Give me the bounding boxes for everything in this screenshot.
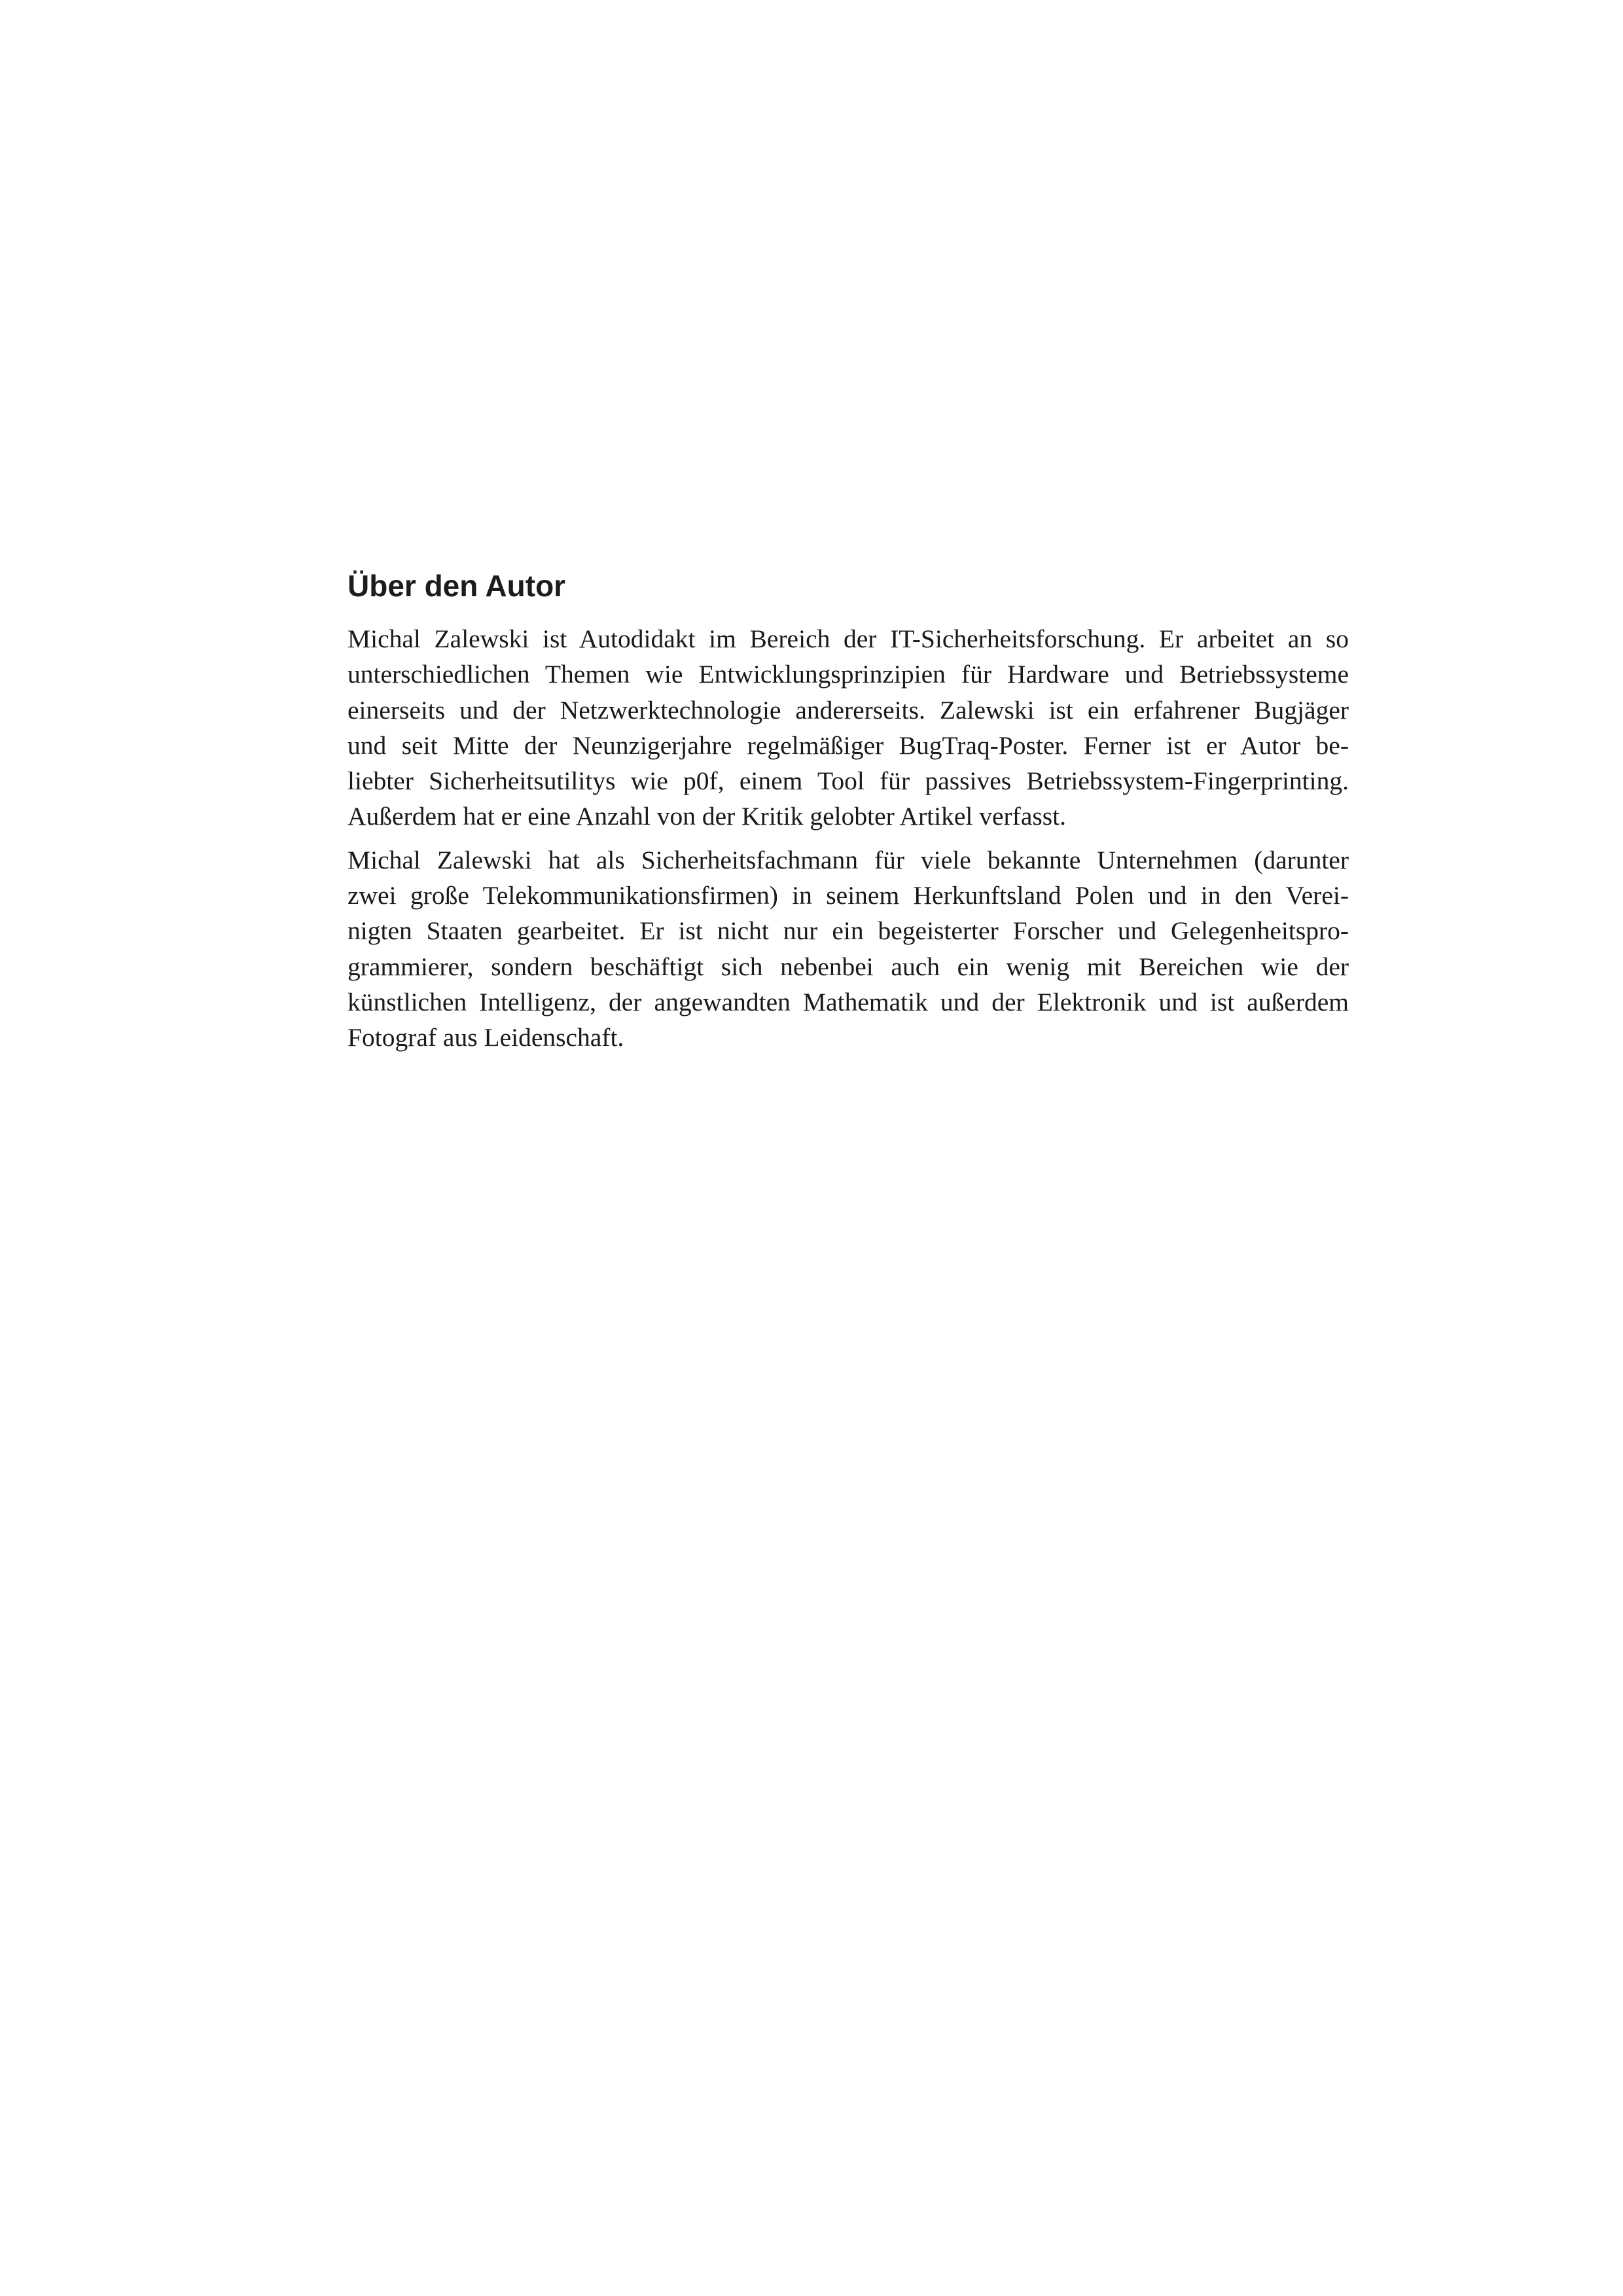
- text-line: Michal Zalewski hat als Sicherheitsfachmann für viele bekannte Unternehmen (darunter: [348, 845, 1349, 874]
- text-line: liebter Sicherheitsutilitys wie p0f, einem Tool für passives Betriebssystem-Fingerprinting.: [348, 766, 1349, 796]
- paragraph-1: [348, 621, 1349, 834]
- text-line: Außerdem hat er eine Anzahl von der Kritik gelobter Artikel verfasst.: [348, 802, 1066, 831]
- text-line: Fotograf aus Leidenschaft.: [348, 1023, 624, 1052]
- text-line: künstlichen Intelligenz, der angewandten Mathematik und der Elektronik und ist außerdem: [348, 987, 1349, 1016]
- text-line: und seit Mitte der Neunzigerjahre regelmäßiger BugTraq-Poster. Ferner ist er Autor be-: [348, 730, 1349, 760]
- text-line: unterschiedlichen Themen wie Entwicklungsprinzipien für Hardware und Betriebssysteme: [348, 660, 1349, 689]
- text-line: einerseits und der Netzwerktechnologie andererseits. Zalewski ist ein erfahrener Bugjäger: [348, 695, 1349, 725]
- text-line: nigten Staaten gearbeitet. Er ist nicht nur ein begeisterter Forscher und Gelegenheitspro-: [348, 916, 1349, 946]
- about-author-section: [348, 566, 1349, 1056]
- text-line: zwei große Telekommunikationsfirmen) in seinem Herkunftsland Polen und in den Verei-: [348, 881, 1349, 910]
- section-heading: Über den Autor: [348, 569, 566, 603]
- paragraph-2: [348, 842, 1349, 1056]
- text-line: grammierer, sondern beschäftigt sich nebenbei auch ein wenig mit Bereichen wie der: [348, 952, 1349, 981]
- text-line: Michal Zalewski ist Autodidakt im Bereich der IT-Sicherheitsforschung. Er arbeitet an so: [348, 624, 1349, 653]
